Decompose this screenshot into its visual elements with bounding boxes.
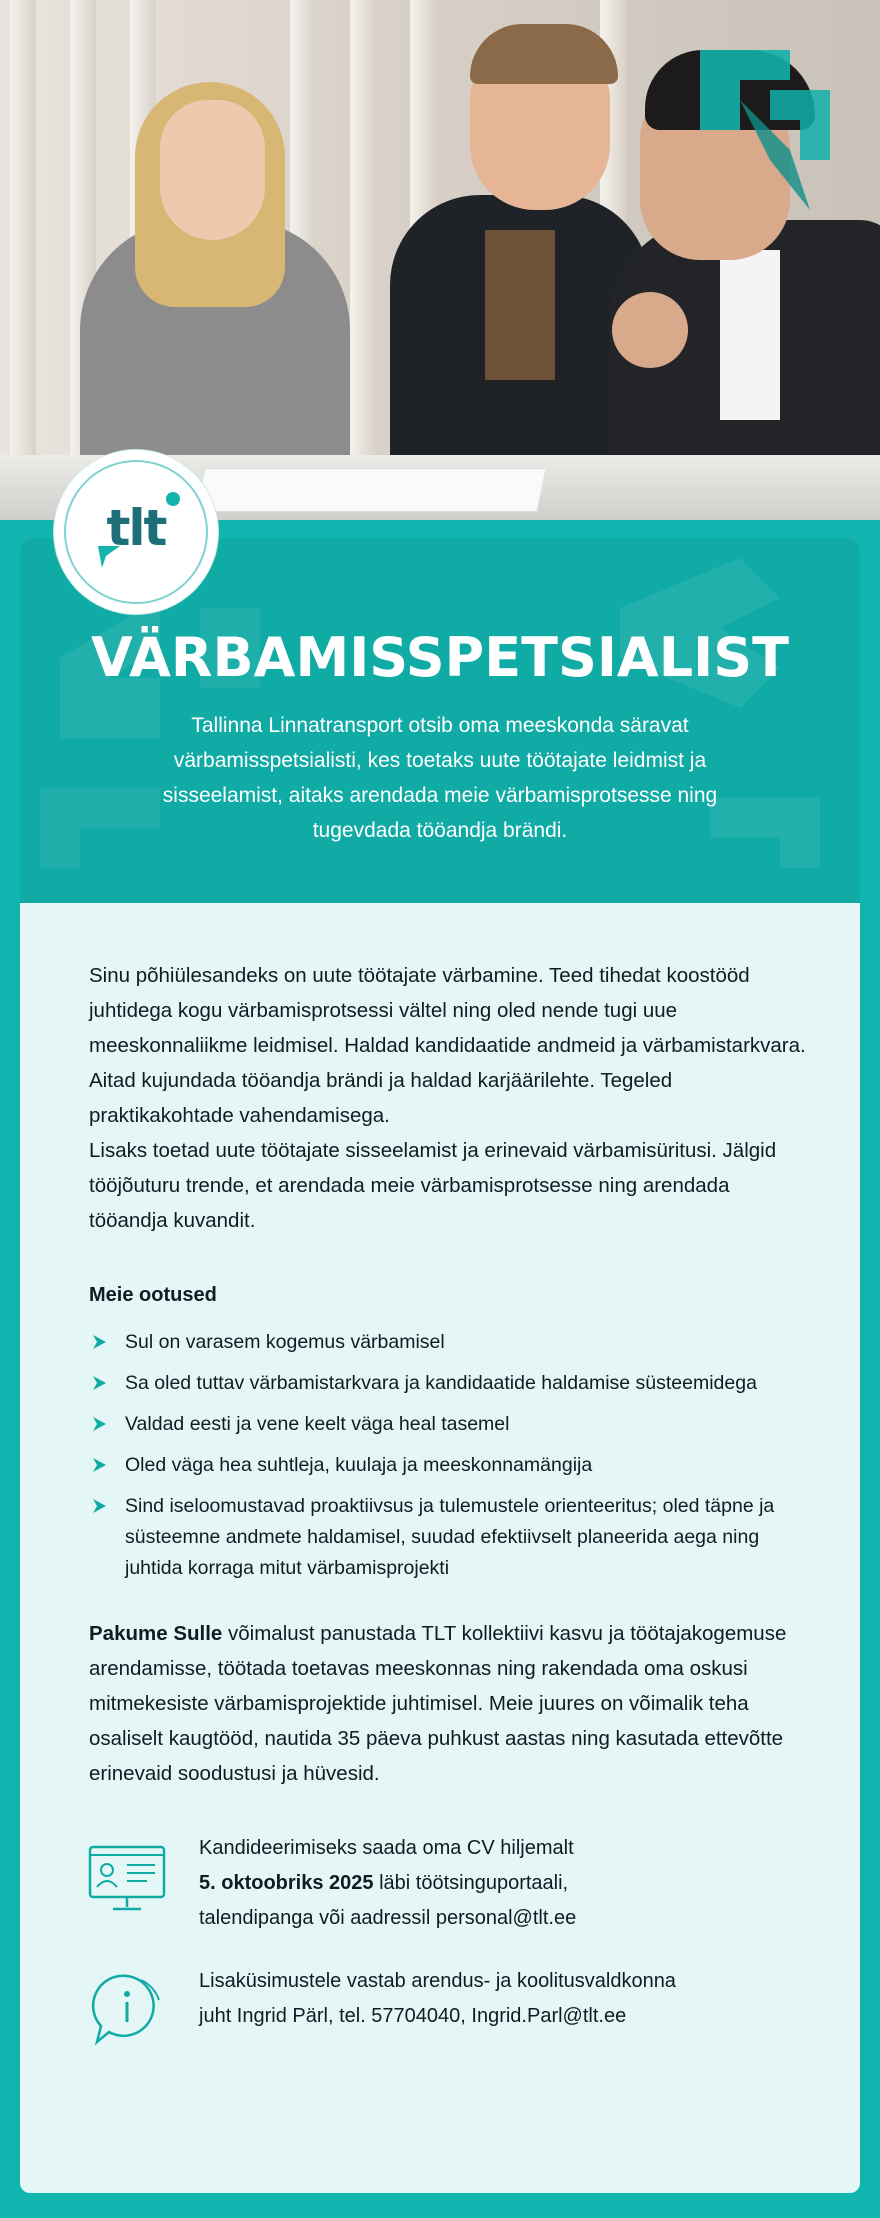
list-item: Sind iseloomustavad proaktiivsus ja tulemustele orienteeritus; oled täpne ja süsteemne andmete haldamisel, suudad efektiivselt planeerida aega ning juhtida korraga mitut värbamisprojekti: [89, 1491, 808, 1584]
offer-paragraph: [89, 1616, 808, 1791]
expectations-heading: Meie ootused: [89, 1284, 217, 1306]
chevron-right-icon: [91, 1498, 107, 1514]
list-item: Valdad eesti ja vene keelt väga heal tasemel: [89, 1409, 808, 1440]
brand-arrow-icon: [680, 40, 840, 220]
list-item: Sul on varasem kogemus värbamisel: [89, 1327, 808, 1358]
list-item: Sa oled tuttav värbamistarkvara ja kandidaatide haldamise süsteemidega: [89, 1368, 808, 1399]
info-line-2[interactable]: juht Ingrid Pärl, tel. 57704040, Ingrid.Parl@tlt.ee: [199, 2005, 627, 2027]
logo-text: tlt: [106, 499, 166, 557]
logo-arrow-icon: [96, 544, 122, 570]
chevron-right-icon: [91, 1457, 107, 1473]
apply-deadline: 5. oktoobriks 2025: [199, 1872, 374, 1894]
expectations-list: [89, 1327, 808, 1584]
job-card: [20, 538, 860, 2193]
info-line-1: Lisaküsimustele vastab arendus- ja koolitusvaldkonna: [199, 1970, 676, 1992]
chevron-right-icon: [91, 1375, 107, 1391]
info-chat-icon: [87, 1970, 167, 2050]
list-item: Oled väga hea suhtleja, kuulaja ja meeskonnamängija: [89, 1450, 808, 1481]
tlt-logo: [56, 452, 216, 612]
intro-paragraph-1: Sinu põhiülesandeks on uute töötajate värbamine. Teed tihedat koostööd juhtidega kogu värbamisprotsessi vältel ning oled nende tugi uue meeskonnaliikme leidmisel. Haldad kandidaatide andmeid ja värbamistarkvara. Aitad kujundada tööandja brändi ja haldad karjäärilehte. Tegeled praktikakohtade vahendamisega.: [89, 964, 806, 1127]
job-subtitle: Tallinna Linnatransport otsib oma meeskonda säravat värbamisspetsialisti, kes toetaks uute töötajate leidmist ja sisseelamist, aitaks arendada meie värbamisprotsesse ning tugevdada tööandja brändi.: [162, 714, 718, 842]
apply-line-2: 5. oktoobriks 2025 läbi töötsinguportaali,: [199, 1872, 569, 1894]
offer-text: võimalust panustada TLT kollektiivi kasvu ja töötajakogemuse arendamisse, töötada toetavas meeskonnas ning rakendada oma oskusi mitmekesiste värbamisprojektide juhtimisel. Meie juures on võimalik teha osaliselt kaugtööd, nautida 35 päeva puhkust aastas ning kasutada ettevõtte erinevaid soodustusi ja hüvesid.: [89, 1622, 787, 1785]
intro-paragraph-2: Lisaks toetad uute töötajate sisseelamist ja erinevaid värbamisüritusi. Jälgid tööjõuturu trende, et arendada meie värbamisprotsesse ning arendada tööandja kuvandit.: [89, 1139, 777, 1232]
apply-line-3[interactable]: talendipanga või aadressil personal@tlt.ee: [199, 1907, 577, 1929]
chevron-right-icon: [91, 1416, 107, 1432]
cv-monitor-icon: [87, 1837, 167, 1917]
hero-photo: [0, 0, 880, 520]
info-block: [89, 1964, 808, 2064]
offer-lead: Pakume Sulle: [89, 1622, 223, 1645]
apply-block: [89, 1831, 808, 1936]
chevron-right-icon: [91, 1334, 107, 1350]
job-title: VÄRBAMISSPETSIALIST: [91, 626, 789, 689]
job-body: [89, 958, 808, 2064]
apply-line-1: Kandideerimiseks saada oma CV hiljemalt: [199, 1837, 574, 1859]
